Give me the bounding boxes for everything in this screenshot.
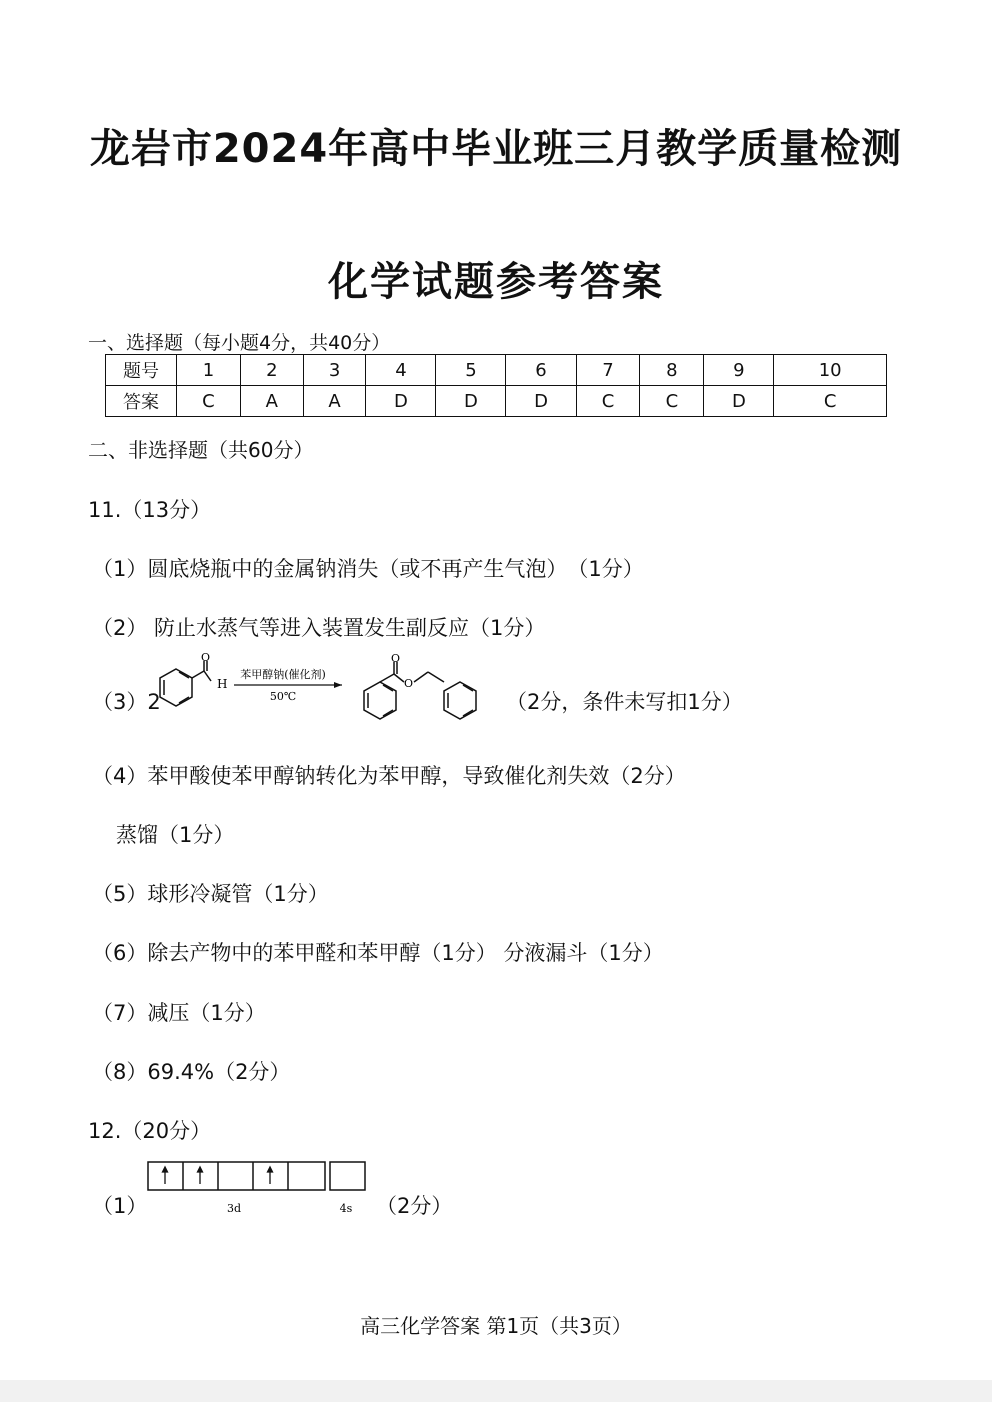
answer-cell: C — [640, 386, 704, 417]
answer-cell: D — [506, 386, 576, 417]
question-number: 1 — [177, 355, 241, 386]
q12-part1-prefix: （1） — [92, 1194, 148, 1218]
benzaldehyde-structure — [160, 661, 211, 706]
question-row — [106, 355, 887, 386]
question-number: 4 — [366, 355, 436, 386]
orbital-boxes-3d — [148, 1162, 325, 1190]
answer-cell: C — [177, 386, 241, 417]
q11-part4-continued: 蒸馏（1分） — [116, 823, 235, 847]
ester-carbonyl-oxygen-label: O — [391, 652, 401, 665]
benzyl-benzoate-structure — [364, 662, 476, 719]
q11-part3-suffix: （2分，条件未写扣1分） — [506, 690, 743, 714]
answer-cell: C — [774, 386, 887, 417]
q12-part1-suffix: （2分） — [376, 1194, 453, 1218]
question-number: 9 — [704, 355, 774, 386]
answer-row-header: 答案 — [106, 386, 177, 417]
answer-cell: A — [240, 386, 303, 417]
question-number: 3 — [303, 355, 366, 386]
orbital-label-4s: 4s — [339, 1202, 353, 1215]
q11-part2: （2） 防止水蒸气等进入装置发生副反应（1分） — [92, 616, 546, 640]
orbital-label-3d: 3d — [226, 1202, 242, 1215]
answer-row — [106, 386, 887, 417]
question-number: 8 — [640, 355, 704, 386]
answer-cell: D — [366, 386, 436, 417]
reaction-arrow-head — [334, 682, 342, 688]
section2-heading: 二、非选择题（共60分） — [88, 438, 314, 462]
title-line2: 化学试题参考答案 — [328, 259, 664, 305]
orbital-diagram — [146, 1160, 370, 1220]
q12-heading: 12.（20分） — [88, 1119, 212, 1143]
question-row-header: 题号 — [106, 355, 177, 386]
scan-edge — [0, 1380, 992, 1402]
q11-heading: 11.（13分） — [88, 498, 212, 522]
page-footer: 高三化学答案 第1页（共3页） — [360, 1314, 632, 1338]
q11-part1: （1）圆底烧瓶中的金属钠消失（或不再产生气泡） （1分） — [92, 557, 644, 581]
q11-part6: （6）除去产物中的苯甲醛和苯甲醇（1分） 分液漏斗（1分） — [92, 941, 664, 965]
answer-cell: A — [303, 386, 366, 417]
question-number: 2 — [240, 355, 303, 386]
question-number: 10 — [774, 355, 887, 386]
q11-part8: （8）69.4%（2分） — [92, 1060, 291, 1084]
question-number: 7 — [576, 355, 640, 386]
aldehyde-hydrogen-label: H — [217, 677, 228, 691]
q11-part4: （4）苯甲酸使苯甲醇钠转化为苯甲醇，导致催化剂失效（2分） — [92, 764, 686, 788]
question-number: 6 — [506, 355, 576, 386]
reaction-reagent: 苯甲醇钠(催化剂) — [240, 668, 326, 681]
q11-part5: （5）球形冷凝管（1分） — [92, 882, 329, 906]
reaction-temperature: 50℃ — [269, 690, 297, 703]
title-line1: 龙岩市2024年高中毕业班三月教学质量检测 — [89, 126, 903, 172]
aldehyde-oxygen-label: O — [201, 652, 211, 664]
answer-table — [105, 354, 887, 417]
answer-cell: D — [704, 386, 774, 417]
q11-part3-prefix: （3）2 — [92, 690, 161, 714]
section1-heading: 一、选择题（每小题4分，共40分） — [88, 332, 391, 354]
answer-cell: D — [436, 386, 506, 417]
reaction-equation — [138, 652, 510, 724]
question-number: 5 — [436, 355, 506, 386]
ester-oxygen-label: O — [404, 677, 414, 690]
orbital-box-4s — [330, 1162, 365, 1190]
q11-part7: （7）减压（1分） — [92, 1001, 266, 1025]
answer-cell: C — [576, 386, 640, 417]
